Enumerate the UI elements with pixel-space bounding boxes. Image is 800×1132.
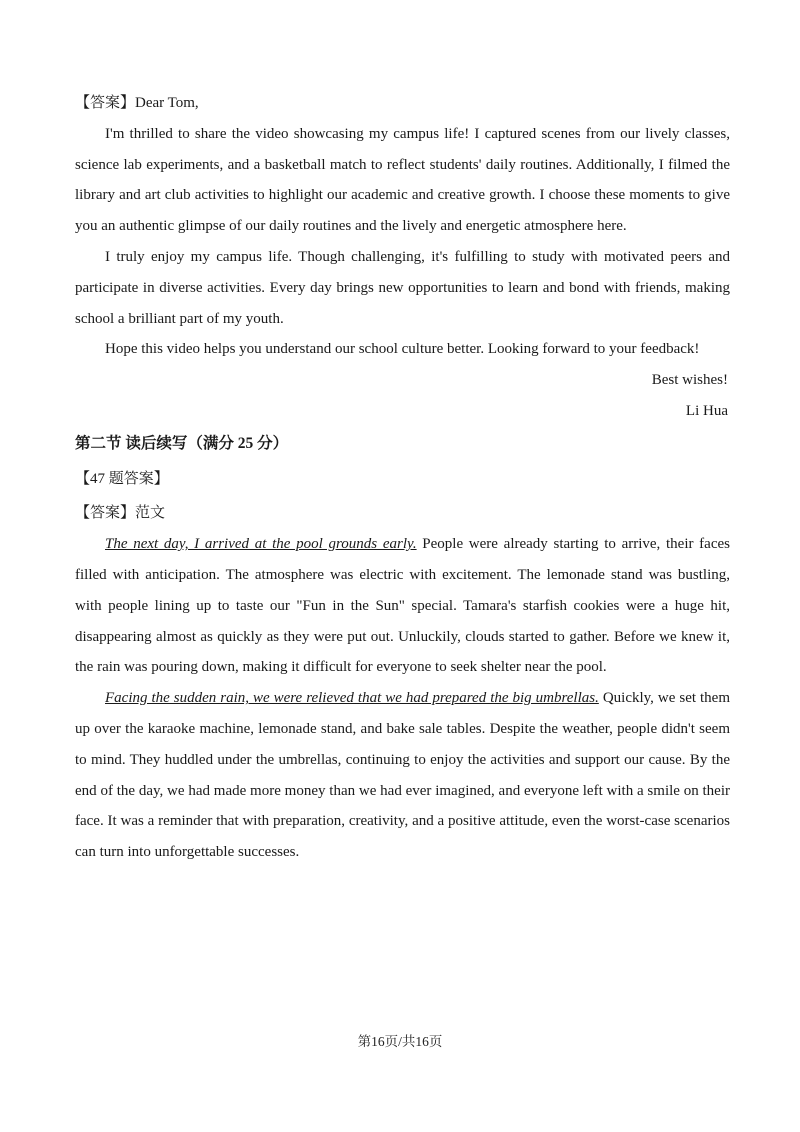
- narrative-paragraph-2: [75, 683, 730, 868]
- letter-signature: Li Hua: [685, 402, 728, 419]
- question-47-label: 【47 题答案】: [75, 470, 169, 487]
- paragraph-2-body: Quickly, we set them up over the karaoke machine, lemonade stand, and bake sale tables. Despite the weather, people didn't seem to mind. They huddled under the umbrellas, continuing to enjoy the activities and support our cause. By the end of the day, we had made more money than we had ever imagined, and everyone left with a smile on their face. It was a reminder that with preparation, creativity, and a positive attitude, even the worst-case scenarios can turn into unforgettable successes.: [75, 690, 730, 861]
- section-heading: 第二节 读后续写（满分 25 分）: [75, 434, 289, 452]
- page-number-footer: 第16页/共16页: [357, 1034, 443, 1049]
- letter-paragraph-3: Hope this video helps you understand our school culture better. Looking forward to your feedback!: [105, 341, 700, 358]
- paragraph-1-body: People were already starting to arrive, their faces filled with anticipation. The atmosphere was electric with excitement. The lemonade stand was bustling, with people lining up to taste our "Fun in the Sun" special. Tamara's starfish cookies were a huge hit, disappearing almost as quickly as they were put out. Unluckily, clouds started to gather. Before we knew it, the rain was pouring down, making it difficult for everyone to seek shelter near the pool.: [75, 536, 730, 676]
- letter-salutation-line: [75, 88, 730, 119]
- narrative-paragraph-1: [75, 529, 730, 683]
- model-essay-label-line: [75, 498, 730, 529]
- answer-type: 范文: [135, 505, 166, 522]
- answer-label: 【答案】: [75, 505, 136, 522]
- letter-paragraph-1: I'm thrilled to share the video showcasing my campus life! I captured scenes from our lively classes, science lab experiments, and a basketball match to reflect students' daily routines. Additionally, I filmed the library and art club activities to highlight our academic and creative growth. I choose these moments to give you an authentic glimpse of our daily routines and the lively and energetic atmosphere here.: [75, 125, 730, 235]
- underlined-lead-sentence-2: Facing the sudden rain, we were relieved that we had prepared the big umbrellas.: [105, 690, 599, 707]
- letter-paragraph-2: I truly enjoy my campus life. Though challenging, it's fulfilling to study with motivated peers and participate in diverse activities. Every day brings new opportunities to learn and bond with friends, making school a brilliant part of my youth.: [75, 248, 730, 327]
- answer-label: 【答案】: [75, 95, 136, 111]
- underlined-lead-sentence-1: The next day, I arrived at the pool grounds early.: [105, 536, 417, 553]
- document-body: [75, 88, 730, 868]
- letter-closing: Best wishes!: [651, 372, 728, 389]
- salutation: Dear Tom,: [135, 95, 199, 111]
